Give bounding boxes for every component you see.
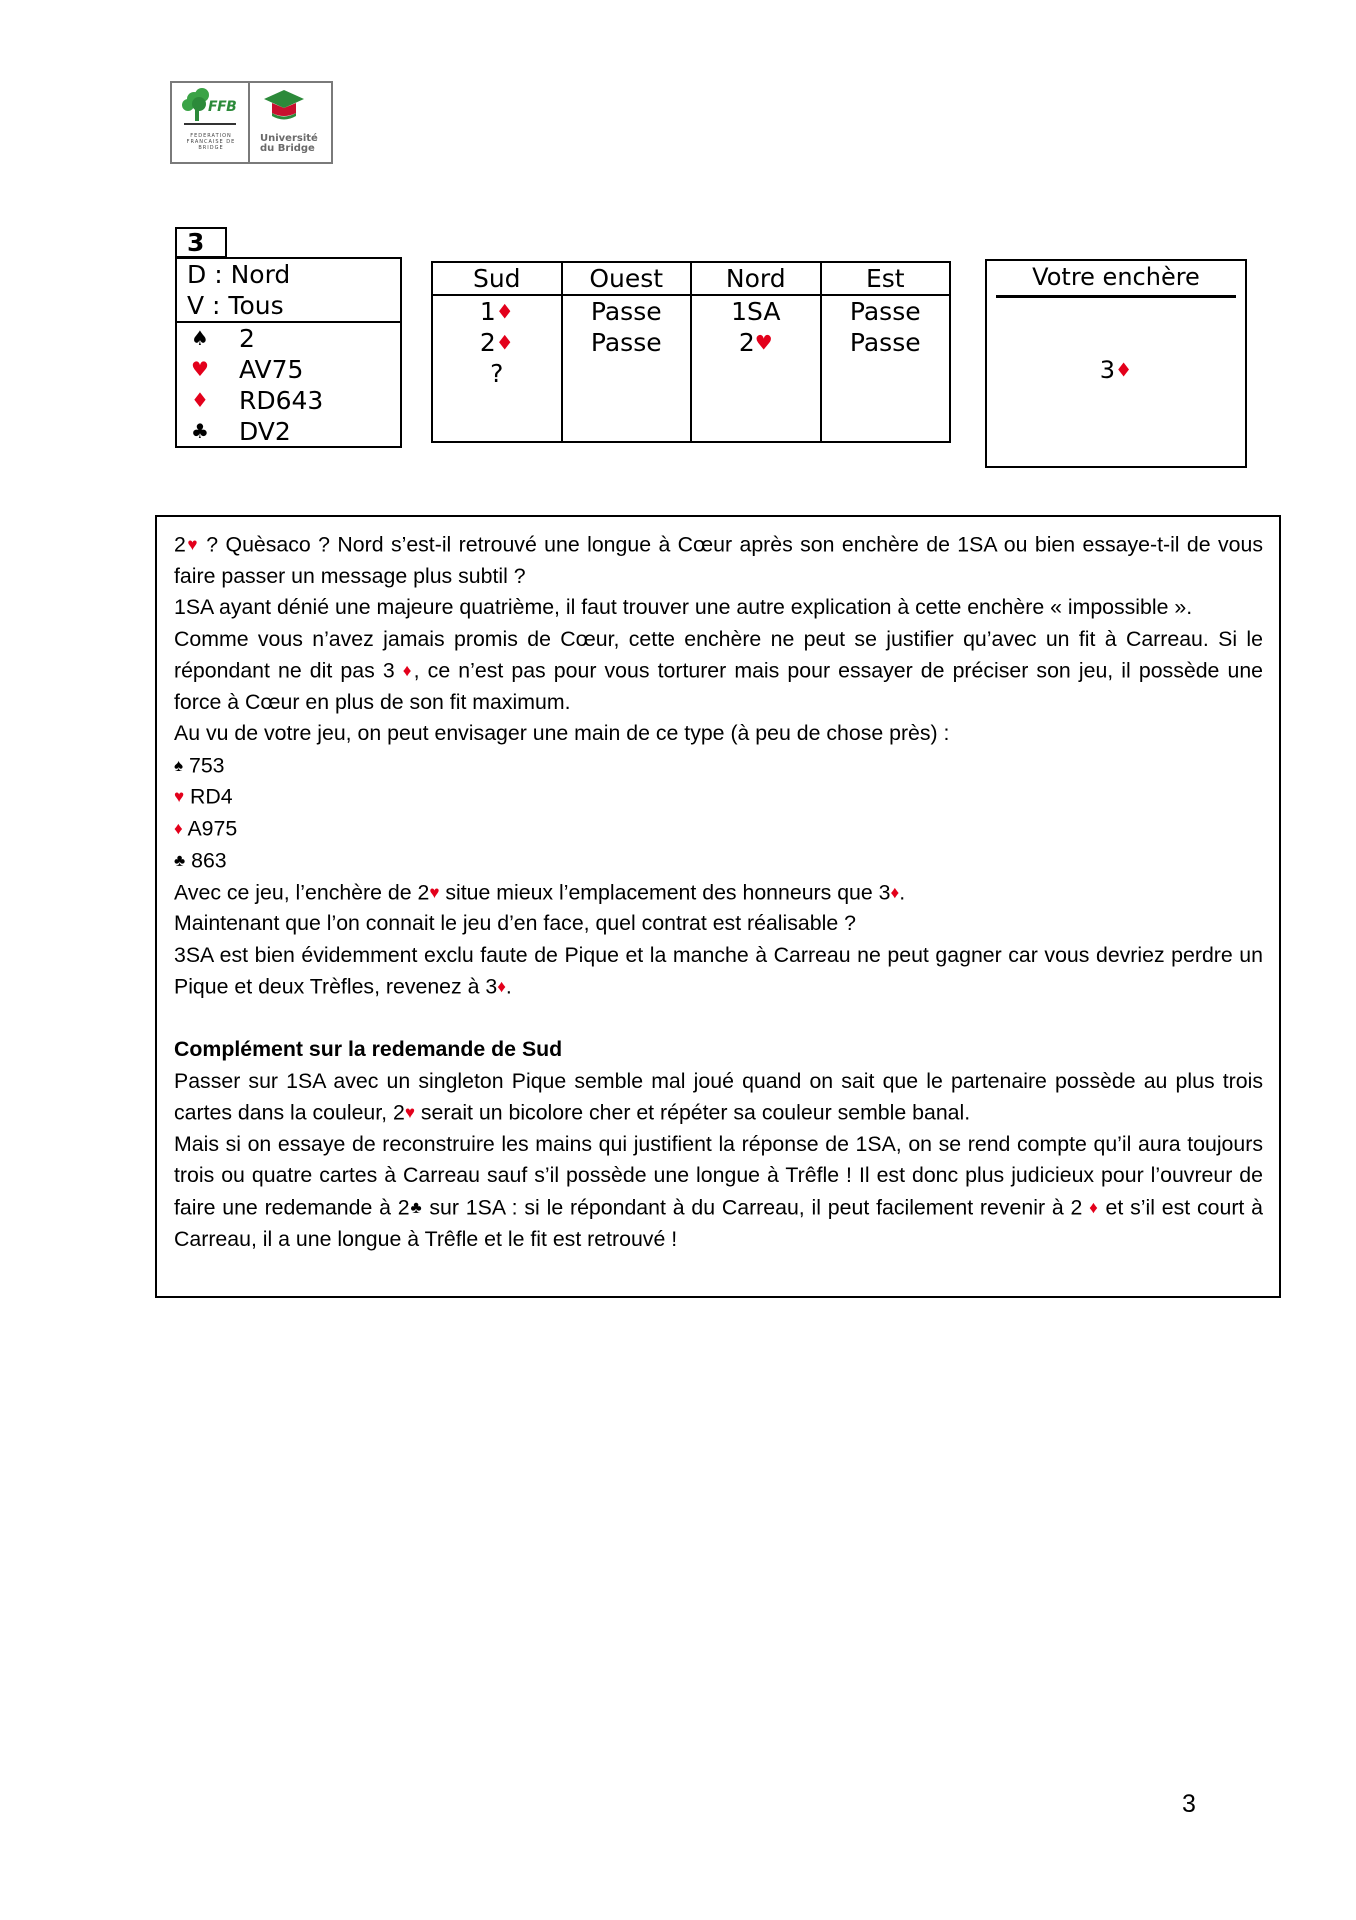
logo (170, 81, 333, 164)
partner-hand-hearts: ♥ RD4 (174, 784, 233, 809)
bidding-col-nord (692, 263, 822, 441)
paragraph: Au vu de votre jeu, on peut envisager une main de ce type (à peu de chose près) : (174, 721, 950, 746)
page-number: 3 (1182, 1790, 1196, 1818)
club-icon: ♣ (409, 1197, 423, 1217)
hand-row-clubs (177, 416, 400, 447)
bidding-header: Est (822, 263, 950, 296)
partner-hand-clubs: ♣ 863 (174, 848, 227, 873)
paragraph: 1SA ayant dénié une majeure quatrième, il faut trouver une autre explication à cette enchère « impossible ». (174, 595, 1193, 620)
ffb-name: FEDERATION FRANCAISE DE BRIDGE (186, 133, 236, 151)
hand-row-spades (177, 323, 400, 354)
bid-cell: 2♦ (479, 328, 514, 357)
paragraph: Maintenant que l’on connait le jeu d’en face, quel contrat est réalisable ? (174, 911, 856, 936)
bid-cell: Passe (849, 328, 921, 357)
heart-icon: ♥ (429, 882, 440, 902)
bidding-table (431, 261, 951, 443)
bidding-header: Ouest (563, 263, 691, 296)
bidding-col-sud (433, 263, 563, 441)
diamond-icon: ♦ (890, 882, 900, 902)
diamond-icon: ♦ (1115, 358, 1133, 382)
hand-cards-spades: 2 (239, 324, 255, 353)
answer-title: Votre enchère (1032, 263, 1200, 291)
section-heading: Complément sur la redemande de Sud (174, 1037, 563, 1062)
bidding-col-ouest (563, 263, 693, 441)
diamond-icon: ♦ (497, 977, 506, 997)
paragraph: Comme vous n’avez jamais promis de Cœur, cette enchère ne peut se justifier qu’avec un fit à Carreau. Si le répondant ne dit pas 3 ♦, ce n’est pas pour vous torturer mais pour essayer de préciser son jeu, il possède une force à Cœur en plus de son fit maximum. (174, 626, 1264, 714)
bidding-col-est (822, 263, 950, 441)
paragraph: Avec ce jeu, l’enchère de 2♥ situe mieux l’emplacement des honneurs que 3♦. (174, 879, 906, 904)
bidding-header: Sud (433, 263, 561, 296)
hand-row-hearts (177, 354, 400, 385)
hand-row-diamonds (177, 385, 400, 416)
vulnerability: V : Tous (187, 291, 284, 320)
university-line1: Université (260, 133, 318, 144)
bid-cell: Passe (590, 328, 662, 357)
club-icon: ♣ (174, 850, 186, 870)
spade-icon: ♠ (191, 326, 209, 350)
university-logo (250, 83, 331, 162)
hand-cards-hearts: AV75 (239, 355, 304, 384)
answer-bid: 3♦ (1099, 356, 1133, 384)
answer-box (985, 259, 1247, 468)
bid-cell: 1SA (731, 297, 781, 326)
club-icon: ♣ (191, 419, 209, 443)
bid-cell: 1♦ (479, 297, 514, 326)
diamond-icon: ♦ (174, 819, 183, 839)
paragraph: Mais si on essaye de reconstruire les mains qui justifient la réponse de 1SA, on se rend compte qu’il aura toujours trois ou quatre cartes à Carreau sauf s’il possède une longue à Trêfle ! Il est donc plus judicieux pour l’ouvreur de faire une redemande à 2♣ sur 1SA : si le répondant à du Carreau, il peut facilement revenir à 2 ♦ et s’il est court à Carreau, il a une longue à Trêfle et le fit est retrouvé ! (174, 1131, 1263, 1251)
graduation-cap-icon (258, 89, 318, 133)
hand-box (175, 257, 402, 448)
diamond-icon: ♦ (1089, 1197, 1099, 1217)
heart-icon: ♥ (191, 357, 209, 381)
diamond-icon: ♦ (495, 330, 514, 355)
paragraph: 2♥ ? Quèsaco ? Nord s’est-il retrouvé une longue à Cœur après son enchère de 1SA ou bien essaye-t-il de vous faire passer un message plus subtil ? (174, 532, 1263, 588)
ffb-logo (172, 83, 250, 162)
partner-hand-diamonds: ♦ A975 (174, 816, 238, 841)
divider (996, 295, 1236, 298)
diamond-icon: ♦ (495, 299, 514, 324)
heart-icon: ♥ (185, 535, 199, 554)
dealer: D : Nord (187, 260, 291, 289)
paragraph: 3SA est bien évidemment exclu faute de Pique et la manche à Carreau ne peut gagner car vous devriez perdre un Pique et deux Trèfles, revenez à 3♦. (174, 942, 1263, 999)
board-number: 3 (175, 227, 227, 258)
university-line2: du Bridge (260, 143, 315, 154)
heart-icon: ♥ (754, 330, 773, 355)
bidding-header: Nord (692, 263, 820, 296)
ffb-abbr: FFB (208, 99, 237, 115)
hand-cards-diamonds: RD643 (239, 386, 324, 415)
hand-cards-clubs: DV2 (239, 417, 291, 446)
bid-cell: Passe (849, 297, 921, 326)
diamond-icon: ♦ (191, 388, 209, 412)
bid-cell: Passe (590, 297, 662, 326)
paragraph: Passer sur 1SA avec un singleton Pique semble mal joué quand on sait que le partenaire possède au plus trois cartes dans la couleur, 2♥ serait un bicolore cher et répéter sa couleur semble banal. (174, 1068, 1263, 1125)
bid-cell: ? (490, 359, 504, 388)
partner-hand-spades: ♠ 753 (174, 752, 225, 777)
bid-cell: 2♥ (738, 328, 773, 357)
spade-icon: ♠ (174, 755, 184, 775)
diamond-icon: ♦ (402, 660, 414, 680)
commentary-box (155, 515, 1281, 1298)
heart-icon: ♥ (404, 1103, 415, 1123)
heart-icon: ♥ (174, 787, 185, 807)
